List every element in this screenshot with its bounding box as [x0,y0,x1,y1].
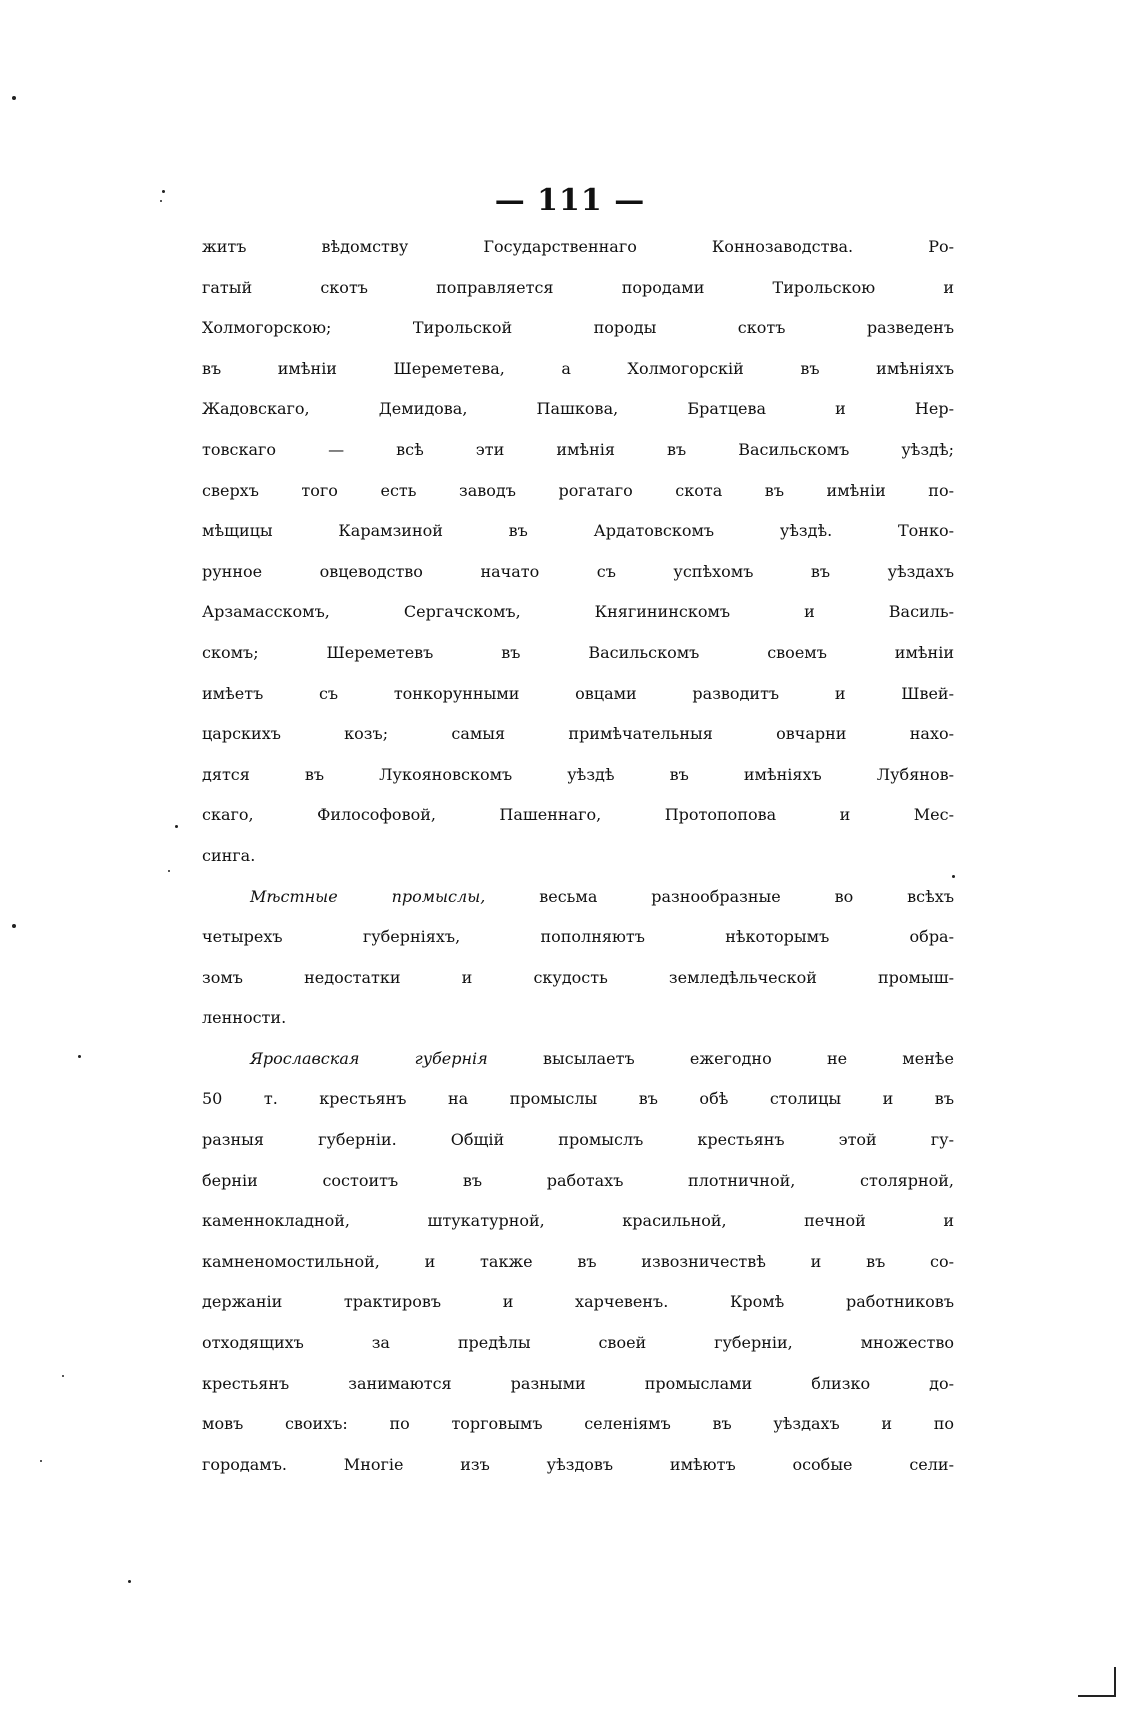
body-text [202,237,954,1495]
text-line: житъ вѣдомству Государственнаго Коннозаводства. Ро- [202,237,954,256]
text-line: крестьянъ занимаются разными промыслами близко до- [202,1373,954,1393]
line-rest: весьма разнообразные во всѣхъ [485,886,954,906]
text-line: сверхъ того есть заводъ рогатаго скота въ имѣніи по- [202,480,954,500]
page-number: — 111 — [494,183,646,218]
text-line: товскаго — всѣ эти имѣнія въ Васильскомъ уѣздѣ; [202,439,954,459]
text-line: рунное овцеводство начато съ успѣхомъ въ уѣздахъ [202,561,954,581]
text-line: камненомостильной, и также въ извозничествѣ и въ со- [202,1251,954,1271]
text-line: берніи состоитъ въ работахъ плотничной, столярной, [202,1170,954,1190]
text-line: синга. [202,845,256,865]
text-line: скомъ; Шереметевъ въ Васильскомъ своемъ имѣніи [202,642,954,662]
text-line: имѣетъ съ тонкорунными овцами разводитъ и Швей- [202,683,954,703]
text-line: мовъ своихъ: по торговымъ селеніямъ въ уѣздахъ и по [202,1414,954,1434]
text-line: держаніи трактировъ и харчевенъ. Кромѣ работниковъ [202,1292,954,1312]
text-line: каменноклaдной, штукатурной, красильной, печной и [202,1211,954,1231]
scan-corner-mark [1078,1667,1116,1697]
text-line: зомъ недостатки и скудость земледѣльческой промыш- [202,967,954,987]
text-line: Жадовскаго, Демидова, Пашкова, Братцева и Нер- [202,399,954,419]
text-line: гатый скотъ поправляется породами Тирольскою и [202,277,954,297]
text-line: 50 т. крестьянъ на промыслы въ обѣ столицы и въ [202,1089,954,1109]
text-line: четырехъ губерніяхъ, пополняютъ нѣкоторымъ обра- [202,927,954,947]
text-line: разныя губерніи. Общій промыслъ крестьянъ этой гу- [202,1130,954,1150]
italic-heading: Мѣстные промыслы, [250,886,486,906]
text-line: скаго, Философовой, Пашеннаго, Протопопова и Мес- [202,805,954,825]
italic-heading: Ярославская губернія [250,1048,488,1068]
text-line: царскихъ козъ; самыя примѣчательныя овчарни нахо- [202,724,954,744]
text-line: городамъ. Многіе изъ уѣздовъ имѣютъ особые сели- [202,1454,954,1474]
text-line [202,1049,954,1090]
text-line: Арзамасскомъ, Сергачскомъ, Княгининскомъ и Василь- [202,602,954,622]
text-line: въ имѣніи Шереметева, а Холмогорскій въ имѣніяхъ [202,358,954,378]
text-line: мѣщицы Карамзиной въ Ардатовскомъ уѣздѣ. Тонко- [202,521,954,541]
text-line: дятся въ Лукояновскомъ уѣздѣ въ имѣніяхъ Лубянов- [202,764,954,784]
line-rest: высылаетъ ежегодно не менѣе [487,1048,954,1068]
text-line: Холмогорскою; Тирольской породы скотъ разведенъ [202,318,954,338]
text-line [202,887,954,928]
text-line: ленности. [202,1008,287,1028]
text-line: отходящихъ за предѣлы своей губерніи, множество [202,1333,954,1353]
